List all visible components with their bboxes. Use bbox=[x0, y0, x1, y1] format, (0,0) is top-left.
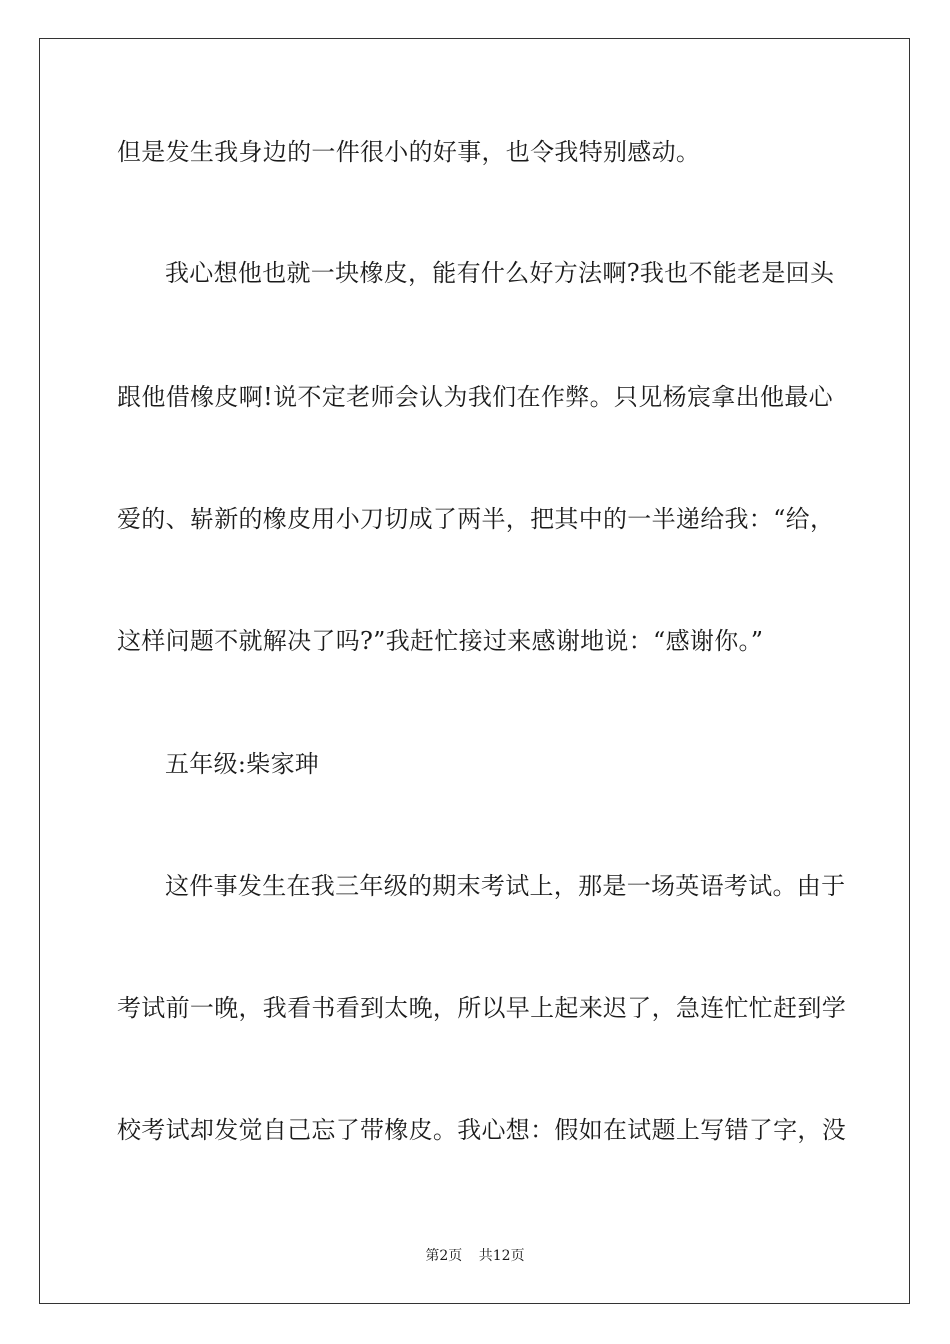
text-line-7: 这件事发生在我三年级的期末考试上，那是一场英语考试。由于 bbox=[165, 872, 846, 900]
text-line-9: 校考试却发觉自己忘了带橡皮。我心想：假如在试题上写错了字，没 bbox=[117, 1116, 846, 1144]
text-line-8: 考试前一晚，我看书看到太晚，所以早上起来迟了，急连忙忙赶到学 bbox=[117, 994, 846, 1022]
author-line: 五年级:柴家珅 bbox=[165, 750, 320, 778]
page-total: 共12页 bbox=[478, 1248, 525, 1264]
text-line-5: 这样问题不就解决了吗?”我赶忙接过来感谢地说：“感谢你。” bbox=[117, 627, 764, 655]
text-line-4: 爱的、崭新的橡皮用小刀切成了两半，把其中的一半递给我：“给， bbox=[117, 505, 835, 533]
text-line-2: 我心想他也就一块橡皮，能有什么好方法啊?我也不能老是回头 bbox=[165, 259, 835, 287]
text-line-3: 跟他借橡皮啊!说不定老师会认为我们在作弊。只见杨宸拿出他最心 bbox=[117, 383, 833, 411]
text-line-1: 但是发生我身边的一件很小的好事，也令我特别感动。 bbox=[117, 138, 701, 166]
page-footer bbox=[0, 1246, 950, 1266]
page-number: 第2页 bbox=[425, 1248, 463, 1264]
